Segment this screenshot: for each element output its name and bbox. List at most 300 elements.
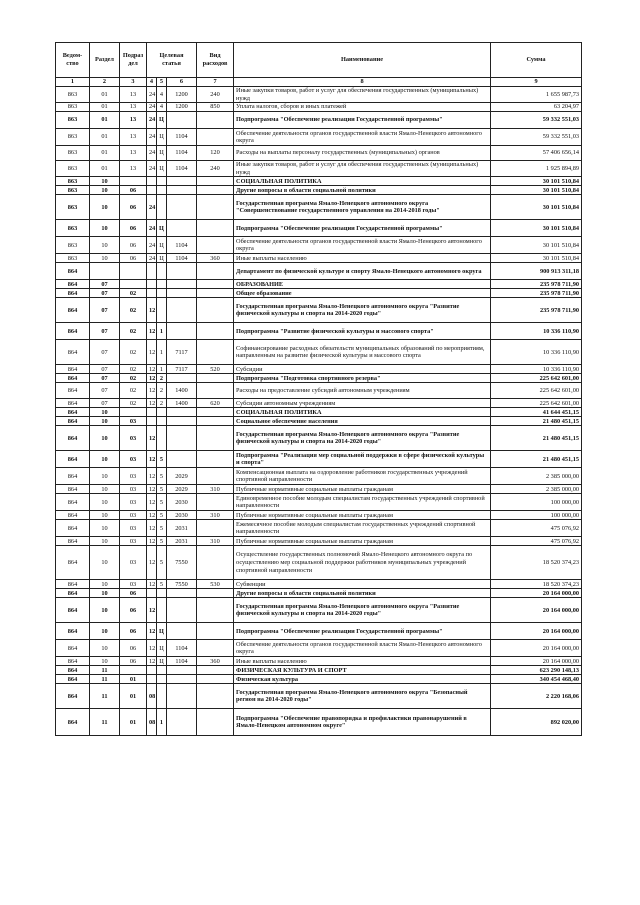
expense-type-cell bbox=[197, 383, 234, 399]
name-cell: Общее образование bbox=[234, 289, 491, 298]
target-part3-cell: 2030 bbox=[167, 494, 197, 511]
sum-cell: 235 978 711,90 bbox=[491, 280, 582, 289]
target-part1-cell bbox=[147, 186, 157, 195]
expense-type-cell: 360 bbox=[197, 254, 234, 263]
vedomstvo-cell: 864 bbox=[56, 383, 90, 399]
table-row bbox=[56, 623, 582, 640]
vedomstvo-cell: 864 bbox=[56, 485, 90, 494]
target-part3-cell bbox=[167, 289, 197, 298]
target-part2-cell bbox=[157, 598, 167, 623]
expense-type-cell bbox=[197, 177, 234, 186]
razdel-cell: 07 bbox=[90, 280, 120, 289]
target-part1-cell bbox=[147, 417, 157, 426]
header-row bbox=[56, 43, 582, 78]
column-number: 6 bbox=[167, 78, 197, 87]
target-part2-cell: 5 bbox=[157, 546, 167, 580]
target-part2-cell: 5 bbox=[157, 580, 167, 589]
target-part3-cell: 7550 bbox=[167, 546, 197, 580]
target-part3-cell bbox=[167, 112, 197, 129]
sum-cell: 10 336 110,90 bbox=[491, 340, 582, 365]
column-number: 9 bbox=[491, 78, 582, 87]
sum-cell: 20 164 000,00 bbox=[491, 598, 582, 623]
podrazdel-cell: 03 bbox=[120, 537, 147, 546]
razdel-cell: 10 bbox=[90, 468, 120, 485]
vedomstvo-cell: 863 bbox=[56, 186, 90, 195]
target-part3-cell bbox=[167, 323, 197, 340]
target-part3-cell: 1400 bbox=[167, 399, 197, 408]
table-row bbox=[56, 103, 582, 112]
podrazdel-cell: 13 bbox=[120, 87, 147, 103]
table-row bbox=[56, 399, 582, 408]
target-part1-cell: 24 bbox=[147, 161, 157, 177]
target-part1-cell: 12 bbox=[147, 494, 157, 511]
target-part3-cell: 2029 bbox=[167, 485, 197, 494]
target-part1-cell bbox=[147, 666, 157, 675]
expense-type-cell bbox=[197, 237, 234, 254]
sum-cell: 59 332 551,03 bbox=[491, 112, 582, 129]
target-part3-cell bbox=[167, 195, 197, 220]
sum-cell: 20 164 000,00 bbox=[491, 589, 582, 598]
name-cell: Иные закупки товаров, работ и услуг для обеспечения государственных (муниципальных) нужд bbox=[234, 161, 491, 177]
sum-cell: 100 000,00 bbox=[491, 511, 582, 520]
target-part2-cell bbox=[157, 417, 167, 426]
razdel-cell: 10 bbox=[90, 195, 120, 220]
razdel-cell: 10 bbox=[90, 451, 120, 468]
razdel-cell: 10 bbox=[90, 546, 120, 580]
name-cell: Подпрограмма "Обеспечение реализации Государственной программы" bbox=[234, 220, 491, 237]
target-part1-cell: 12 bbox=[147, 520, 157, 537]
razdel-cell: 07 bbox=[90, 289, 120, 298]
podrazdel-cell: 06 bbox=[120, 623, 147, 640]
expense-type-cell bbox=[197, 684, 234, 709]
vedomstvo-cell: 863 bbox=[56, 177, 90, 186]
target-part1-cell: 12 bbox=[147, 580, 157, 589]
table-row bbox=[56, 511, 582, 520]
column-number-row bbox=[56, 78, 582, 87]
target-part1-cell: 24 bbox=[147, 129, 157, 146]
razdel-cell: 01 bbox=[90, 161, 120, 177]
vedomstvo-cell: 864 bbox=[56, 408, 90, 417]
razdel-cell bbox=[90, 263, 120, 280]
podrazdel-cell: 13 bbox=[120, 161, 147, 177]
name-cell: ФИЗИЧЕСКАЯ КУЛЬТУРА И СПОРТ bbox=[234, 666, 491, 675]
table-row bbox=[56, 374, 582, 383]
target-part1-cell: 24 bbox=[147, 237, 157, 254]
podrazdel-cell: 02 bbox=[120, 323, 147, 340]
vedomstvo-cell: 864 bbox=[56, 374, 90, 383]
target-part3-cell: 2031 bbox=[167, 520, 197, 537]
vedomstvo-cell: 864 bbox=[56, 417, 90, 426]
razdel-cell: 10 bbox=[90, 640, 120, 657]
expense-type-cell bbox=[197, 598, 234, 623]
target-part2-cell bbox=[157, 195, 167, 220]
vedomstvo-cell: 864 bbox=[56, 511, 90, 520]
target-part1-cell: 24 bbox=[147, 254, 157, 263]
expense-type-cell bbox=[197, 417, 234, 426]
name-cell: СОЦИАЛЬНАЯ ПОЛИТИКА bbox=[234, 177, 491, 186]
header-name: Наименование bbox=[234, 43, 491, 78]
target-part3-cell bbox=[167, 408, 197, 417]
name-cell: Государственная программа Ямало-Ненецкого автономного округа "Развитие физической культуры и спорта на 2014-2020 годы" bbox=[234, 598, 491, 623]
target-part2-cell: 2 bbox=[157, 399, 167, 408]
name-cell: Подпрограмма "Подготовка спортивного резерва" bbox=[234, 374, 491, 383]
razdel-cell: 07 bbox=[90, 399, 120, 408]
podrazdel-cell: 13 bbox=[120, 112, 147, 129]
name-cell: Обеспечение деятельности органов государственной власти Ямало-Ненецкого автономного округа bbox=[234, 640, 491, 657]
table-row bbox=[56, 280, 582, 289]
vedomstvo-cell: 864 bbox=[56, 494, 90, 511]
target-part3-cell bbox=[167, 684, 197, 709]
expense-type-cell bbox=[197, 426, 234, 451]
vedomstvo-cell: 864 bbox=[56, 323, 90, 340]
expense-type-cell bbox=[197, 289, 234, 298]
expense-type-cell bbox=[197, 408, 234, 417]
name-cell: Государственная программа Ямало-Ненецкого автономного округа "Развитие физической культуры и спорта на 2014-2020 годы" bbox=[234, 426, 491, 451]
target-part2-cell: 5 bbox=[157, 485, 167, 494]
target-part2-cell bbox=[157, 589, 167, 598]
name-cell: Подпрограмма "Реализация мер социальной поддержки в сфере физической культуры и спорта" bbox=[234, 451, 491, 468]
table-row bbox=[56, 263, 582, 280]
sum-cell: 340 454 468,40 bbox=[491, 675, 582, 684]
name-cell: Софинансирование расходных обязательств муниципальных образований по мероприятиям, направленным на развитие физической культуры и массового спорта bbox=[234, 340, 491, 365]
razdel-cell: 07 bbox=[90, 340, 120, 365]
expense-type-cell: 530 bbox=[197, 580, 234, 589]
razdel-cell: 10 bbox=[90, 623, 120, 640]
target-part3-cell bbox=[167, 623, 197, 640]
target-part1-cell: 24 bbox=[147, 146, 157, 161]
sum-cell: 1 655 987,73 bbox=[491, 87, 582, 103]
expense-type-cell bbox=[197, 623, 234, 640]
table-row bbox=[56, 365, 582, 374]
target-part1-cell bbox=[147, 263, 157, 280]
target-part2-cell: Ц bbox=[157, 640, 167, 657]
podrazdel-cell: 06 bbox=[120, 237, 147, 254]
podrazdel-cell: 03 bbox=[120, 546, 147, 580]
podrazdel-cell: 02 bbox=[120, 383, 147, 399]
expense-type-cell: 620 bbox=[197, 399, 234, 408]
name-cell: Расходы на предоставление субсидий автономным учреждениям bbox=[234, 383, 491, 399]
name-cell: Подпрограмма "Обеспечение реализации Государственной программы" bbox=[234, 623, 491, 640]
expense-type-cell bbox=[197, 468, 234, 485]
name-cell: Субвенции bbox=[234, 580, 491, 589]
vedomstvo-cell: 864 bbox=[56, 289, 90, 298]
razdel-cell: 07 bbox=[90, 383, 120, 399]
expense-type-cell bbox=[197, 195, 234, 220]
header-podrazdel: Подраз дел bbox=[120, 43, 147, 78]
sum-cell: 18 520 374,23 bbox=[491, 580, 582, 589]
name-cell: Государственная программа Ямало-Ненецкого автономного округа "Развитие физической культуры и спорта на 2014-2020 годы" bbox=[234, 298, 491, 323]
target-part1-cell: 12 bbox=[147, 451, 157, 468]
razdel-cell: 10 bbox=[90, 485, 120, 494]
sum-cell: 21 480 451,15 bbox=[491, 417, 582, 426]
target-part1-cell: 12 bbox=[147, 546, 157, 580]
vedomstvo-cell: 863 bbox=[56, 87, 90, 103]
expense-type-cell bbox=[197, 374, 234, 383]
target-part3-cell bbox=[167, 186, 197, 195]
vedomstvo-cell: 864 bbox=[56, 263, 90, 280]
expense-type-cell: 120 bbox=[197, 146, 234, 161]
vedomstvo-cell: 864 bbox=[56, 546, 90, 580]
target-part1-cell: 12 bbox=[147, 374, 157, 383]
sum-cell: 10 336 110,90 bbox=[491, 365, 582, 374]
table-row bbox=[56, 494, 582, 511]
target-part2-cell: 2 bbox=[157, 383, 167, 399]
razdel-cell: 10 bbox=[90, 186, 120, 195]
column-number: 1 bbox=[56, 78, 90, 87]
target-part3-cell: 1104 bbox=[167, 237, 197, 254]
name-cell: Департамент по физической культуре и спорту Ямало-Ненецкого автономного округа bbox=[234, 263, 491, 280]
target-part2-cell bbox=[157, 177, 167, 186]
column-number: 3 bbox=[120, 78, 147, 87]
podrazdel-cell: 13 bbox=[120, 129, 147, 146]
sum-cell: 59 332 551,03 bbox=[491, 129, 582, 146]
target-part2-cell: 1 bbox=[157, 340, 167, 365]
razdel-cell: 07 bbox=[90, 298, 120, 323]
target-part2-cell: Ц bbox=[157, 623, 167, 640]
razdel-cell: 10 bbox=[90, 408, 120, 417]
name-cell: Иные выплаты населению bbox=[234, 657, 491, 666]
target-part3-cell: 7117 bbox=[167, 365, 197, 374]
table-row bbox=[56, 408, 582, 417]
podrazdel-cell: 06 bbox=[120, 220, 147, 237]
podrazdel-cell: 06 bbox=[120, 598, 147, 623]
expense-type-cell: 310 bbox=[197, 511, 234, 520]
target-part2-cell bbox=[157, 298, 167, 323]
razdel-cell: 11 bbox=[90, 666, 120, 675]
expense-type-cell bbox=[197, 280, 234, 289]
target-part2-cell: 5 bbox=[157, 468, 167, 485]
table-row bbox=[56, 129, 582, 146]
target-part1-cell: 24 bbox=[147, 103, 157, 112]
razdel-cell: 01 bbox=[90, 112, 120, 129]
podrazdel-cell: 01 bbox=[120, 684, 147, 709]
razdel-cell: 10 bbox=[90, 417, 120, 426]
razdel-cell: 07 bbox=[90, 374, 120, 383]
sum-cell: 20 164 000,00 bbox=[491, 640, 582, 657]
podrazdel-cell: 06 bbox=[120, 640, 147, 657]
sum-cell: 18 520 374,23 bbox=[491, 546, 582, 580]
target-part2-cell: Ц bbox=[157, 657, 167, 666]
sum-cell: 225 642 601,00 bbox=[491, 374, 582, 383]
razdel-cell: 01 bbox=[90, 146, 120, 161]
name-cell: Субсидии автономным учреждениям bbox=[234, 399, 491, 408]
column-number: 7 bbox=[197, 78, 234, 87]
target-part1-cell: 12 bbox=[147, 340, 157, 365]
target-part1-cell: 12 bbox=[147, 657, 157, 666]
name-cell: Осуществление государственных полномочий Ямало-Ненецкого автономного округа по осуществлению мер социальной поддержки работников муниципальных учреждений спортивной направленности bbox=[234, 546, 491, 580]
vedomstvo-cell: 863 bbox=[56, 146, 90, 161]
podrazdel-cell: 02 bbox=[120, 365, 147, 374]
vedomstvo-cell: 864 bbox=[56, 640, 90, 657]
razdel-cell: 10 bbox=[90, 580, 120, 589]
target-part2-cell bbox=[157, 408, 167, 417]
expense-type-cell: 360 bbox=[197, 657, 234, 666]
target-part2-cell: 1 bbox=[157, 323, 167, 340]
vedomstvo-cell: 864 bbox=[56, 451, 90, 468]
target-part2-cell: Ц bbox=[157, 220, 167, 237]
vedomstvo-cell: 864 bbox=[56, 537, 90, 546]
podrazdel-cell: 06 bbox=[120, 195, 147, 220]
expense-type-cell bbox=[197, 546, 234, 580]
name-cell: Публичные нормативные социальные выплаты гражданам bbox=[234, 511, 491, 520]
target-part3-cell: 1104 bbox=[167, 146, 197, 161]
target-part3-cell bbox=[167, 177, 197, 186]
name-cell: Иные выплаты населению bbox=[234, 254, 491, 263]
vedomstvo-cell: 863 bbox=[56, 129, 90, 146]
target-part2-cell: 1 bbox=[157, 709, 167, 736]
table-row bbox=[56, 87, 582, 103]
podrazdel-cell: 02 bbox=[120, 289, 147, 298]
sum-cell: 21 480 451,15 bbox=[491, 451, 582, 468]
podrazdel-cell: 06 bbox=[120, 254, 147, 263]
table-row bbox=[56, 112, 582, 129]
target-part2-cell bbox=[157, 186, 167, 195]
table-row bbox=[56, 589, 582, 598]
target-part3-cell bbox=[167, 709, 197, 736]
target-part1-cell: 12 bbox=[147, 640, 157, 657]
vedomstvo-cell: 864 bbox=[56, 399, 90, 408]
target-part2-cell: 5 bbox=[157, 511, 167, 520]
target-part1-cell: 12 bbox=[147, 298, 157, 323]
target-part3-cell: 1104 bbox=[167, 161, 197, 177]
name-cell: Ежемесячное пособие молодым специалистам государственных учреждений спортивной направленности bbox=[234, 520, 491, 537]
vedomstvo-cell: 864 bbox=[56, 580, 90, 589]
target-part1-cell: 12 bbox=[147, 511, 157, 520]
razdel-cell: 10 bbox=[90, 589, 120, 598]
vedomstvo-cell: 864 bbox=[56, 684, 90, 709]
razdel-cell: 10 bbox=[90, 520, 120, 537]
name-cell: Подпрограмма "Обеспечение правопорядка и профилактики правонарушений в Ямало-Ненецком автономном округе" bbox=[234, 709, 491, 736]
sum-cell: 30 101 510,84 bbox=[491, 237, 582, 254]
target-part1-cell bbox=[147, 408, 157, 417]
target-part3-cell: 7117 bbox=[167, 340, 197, 365]
table-row bbox=[56, 323, 582, 340]
sum-cell: 623 290 148,13 bbox=[491, 666, 582, 675]
sum-cell: 30 101 510,84 bbox=[491, 195, 582, 220]
sum-cell: 30 101 510,84 bbox=[491, 177, 582, 186]
razdel-cell: 10 bbox=[90, 494, 120, 511]
target-part3-cell: 2029 bbox=[167, 468, 197, 485]
vedomstvo-cell: 864 bbox=[56, 657, 90, 666]
sum-cell: 475 076,92 bbox=[491, 537, 582, 546]
target-part1-cell: 12 bbox=[147, 365, 157, 374]
table-row bbox=[56, 451, 582, 468]
target-part1-cell: 08 bbox=[147, 709, 157, 736]
table-row bbox=[56, 289, 582, 298]
table-row bbox=[56, 546, 582, 580]
target-part3-cell: 1104 bbox=[167, 254, 197, 263]
name-cell: ОБРАЗОВАНИЕ bbox=[234, 280, 491, 289]
target-part2-cell bbox=[157, 666, 167, 675]
name-cell: Другие вопросы в области социальной политики bbox=[234, 589, 491, 598]
name-cell: Государственная программа Ямало-Ненецкого автономного округа "Совершенствование государственного управления на 2014-2018 годы" bbox=[234, 195, 491, 220]
podrazdel-cell: 03 bbox=[120, 426, 147, 451]
expense-type-cell bbox=[197, 220, 234, 237]
name-cell: Другие вопросы в области социальной политики bbox=[234, 186, 491, 195]
target-part1-cell bbox=[147, 280, 157, 289]
razdel-cell: 11 bbox=[90, 675, 120, 684]
target-part3-cell bbox=[167, 220, 197, 237]
sum-cell: 100 000,00 bbox=[491, 494, 582, 511]
target-part1-cell: 24 bbox=[147, 112, 157, 129]
vedomstvo-cell: 863 bbox=[56, 195, 90, 220]
podrazdel-cell bbox=[120, 408, 147, 417]
name-cell: Иные закупки товаров, работ и услуг для обеспечения государственных (муниципальных) нужд bbox=[234, 87, 491, 103]
sum-cell: 57 406 656,14 bbox=[491, 146, 582, 161]
name-cell: Уплата налогов, сборов и иных платежей bbox=[234, 103, 491, 112]
header-vedomstvo: Ведом- ство bbox=[56, 43, 90, 78]
table-row bbox=[56, 709, 582, 736]
razdel-cell: 10 bbox=[90, 177, 120, 186]
target-part3-cell: 1400 bbox=[167, 383, 197, 399]
sum-cell: 235 978 711,90 bbox=[491, 298, 582, 323]
name-cell: Публичные нормативные социальные выплаты гражданам bbox=[234, 485, 491, 494]
target-part1-cell: 12 bbox=[147, 426, 157, 451]
razdel-cell: 10 bbox=[90, 220, 120, 237]
target-part2-cell: Ц bbox=[157, 254, 167, 263]
podrazdel-cell: 03 bbox=[120, 468, 147, 485]
table-row bbox=[56, 417, 582, 426]
table-row bbox=[56, 161, 582, 177]
table-row bbox=[56, 146, 582, 161]
table-row bbox=[56, 177, 582, 186]
target-part2-cell: Ц bbox=[157, 161, 167, 177]
target-part2-cell: Ц bbox=[157, 129, 167, 146]
target-part3-cell bbox=[167, 298, 197, 323]
column-number: 2 bbox=[90, 78, 120, 87]
podrazdel-cell: 02 bbox=[120, 399, 147, 408]
target-part1-cell: 12 bbox=[147, 598, 157, 623]
podrazdel-cell: 06 bbox=[120, 589, 147, 598]
header-razdel: Раздел bbox=[90, 43, 120, 78]
target-part1-cell: 24 bbox=[147, 87, 157, 103]
name-cell: Обеспечение деятельности органов государственной власти Ямало-Ненецкого автономного округа bbox=[234, 129, 491, 146]
podrazdel-cell: 03 bbox=[120, 511, 147, 520]
target-part2-cell bbox=[157, 280, 167, 289]
razdel-cell: 11 bbox=[90, 709, 120, 736]
expense-type-cell bbox=[197, 675, 234, 684]
target-part2-cell: 5 bbox=[157, 494, 167, 511]
sum-cell: 30 101 510,84 bbox=[491, 186, 582, 195]
podrazdel-cell: 06 bbox=[120, 186, 147, 195]
table-row bbox=[56, 598, 582, 623]
target-part3-cell bbox=[167, 280, 197, 289]
razdel-cell: 10 bbox=[90, 254, 120, 263]
sum-cell: 225 642 601,00 bbox=[491, 383, 582, 399]
vedomstvo-cell: 863 bbox=[56, 103, 90, 112]
podrazdel-cell: 01 bbox=[120, 675, 147, 684]
name-cell: Государственная программа Ямало-Ненецкого автономного округа "Безопасный регион на 2014-2020 годы" bbox=[234, 684, 491, 709]
sum-cell: 20 164 000,00 bbox=[491, 623, 582, 640]
table-row bbox=[56, 640, 582, 657]
vedomstvo-cell: 863 bbox=[56, 220, 90, 237]
podrazdel-cell: 03 bbox=[120, 494, 147, 511]
header-sum: Сумма bbox=[491, 43, 582, 78]
vedomstvo-cell: 864 bbox=[56, 675, 90, 684]
target-part1-cell: 08 bbox=[147, 684, 157, 709]
vedomstvo-cell: 864 bbox=[56, 666, 90, 675]
vedomstvo-cell: 864 bbox=[56, 280, 90, 289]
target-part3-cell bbox=[167, 426, 197, 451]
podrazdel-cell: 13 bbox=[120, 103, 147, 112]
podrazdel-cell: 01 bbox=[120, 709, 147, 736]
name-cell: СОЦИАЛЬНАЯ ПОЛИТИКА bbox=[234, 408, 491, 417]
razdel-cell: 07 bbox=[90, 323, 120, 340]
sum-cell: 30 101 510,84 bbox=[491, 254, 582, 263]
razdel-cell: 10 bbox=[90, 237, 120, 254]
sum-cell: 21 480 451,15 bbox=[491, 426, 582, 451]
target-part2-cell bbox=[157, 684, 167, 709]
